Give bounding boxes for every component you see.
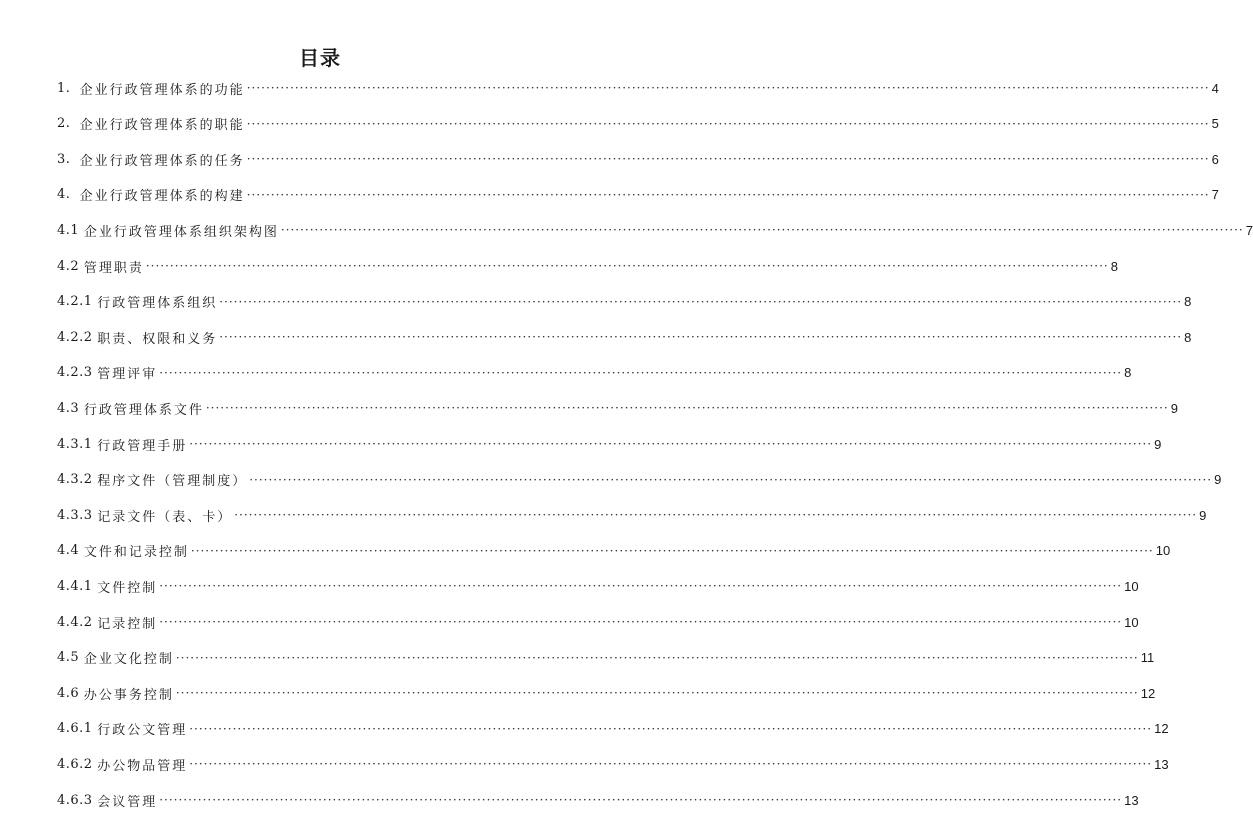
toc-dot-leader: ········································································································································································································ xyxy=(246,81,1210,95)
toc-entry[interactable] xyxy=(57,610,1139,634)
toc-entry-title: 行政管理体系文件 xyxy=(83,402,204,418)
toc-dot-leader: ········································································································································································································ xyxy=(159,365,1123,380)
toc-entry-number: 4.2.3 xyxy=(57,365,98,381)
toc-dot-leader: ········································································································································································································ xyxy=(145,259,1109,273)
toc-dot-leader: ········································································································································································································ xyxy=(249,472,1213,487)
toc-entry-title: 办公事务控制 xyxy=(83,687,174,703)
toc-entry-number: 4. xyxy=(57,187,80,203)
toc-entry-number: 4.3 xyxy=(57,400,84,416)
toc-dot-leader: ········································································································································································································ xyxy=(219,294,1183,309)
toc-entry[interactable] xyxy=(57,646,1155,670)
toc-entry[interactable] xyxy=(57,752,1169,776)
toc-entry-number: 4.6.2 xyxy=(57,756,98,772)
toc-entry[interactable] xyxy=(57,218,1253,242)
toc-entry-number: 2. xyxy=(57,116,80,132)
toc-entry-page-number: 7 xyxy=(1245,222,1253,238)
toc-dot-leader: ········································································································································································································ xyxy=(205,401,1169,416)
toc-entry[interactable] xyxy=(57,254,1118,278)
toc-entry[interactable] xyxy=(57,539,1171,563)
toc-entry-number: 3. xyxy=(57,151,80,167)
toc-entry-title: 程序文件（管理制度） xyxy=(97,474,248,490)
toc-dot-leader: ········································································································································································································ xyxy=(175,686,1139,701)
toc-entry-title: 行政管理体系组织 xyxy=(97,296,218,312)
toc-entry-number: 4.3.2 xyxy=(57,472,98,488)
toc-entry[interactable] xyxy=(57,76,1219,100)
page-title: 目录 xyxy=(299,46,341,70)
toc-entry-page-number: 9 xyxy=(1154,436,1162,452)
toc-entry[interactable] xyxy=(57,468,1222,492)
toc-entry-number: 1. xyxy=(57,80,80,96)
toc-dot-leader: ········································································································································································································ xyxy=(219,330,1183,345)
toc-dot-leader: ········································································································································································································ xyxy=(189,437,1153,451)
toc-entry-title: 记录控制 xyxy=(97,616,158,632)
toc-entry-page-number: 12 xyxy=(1154,721,1169,737)
toc-entry-number: 4.4.2 xyxy=(57,614,98,630)
toc-entry-title: 企业行政管理体系组织架构图 xyxy=(83,224,279,240)
toc-entry-title: 行政管理手册 xyxy=(97,438,188,454)
toc-entry-title: 职责、权限和义务 xyxy=(97,331,218,347)
toc-entry-number: 4.4.1 xyxy=(57,578,98,594)
toc-dot-leader: ········································································································································································································ xyxy=(190,543,1154,558)
toc-entry-number: 4.2.1 xyxy=(57,294,98,310)
toc-entry-number: 4.3.3 xyxy=(57,507,98,523)
toc-dot-leader: ········································································································································································································ xyxy=(189,721,1153,736)
toc-entry[interactable] xyxy=(57,681,1156,705)
toc-entry[interactable] xyxy=(57,717,1169,741)
toc-entry-number: 4.6 xyxy=(57,685,84,701)
toc-entry-number: 4.1 xyxy=(57,222,84,238)
toc-entry-number: 4.4 xyxy=(57,543,84,559)
toc-entry-page-number: 8 xyxy=(1184,329,1192,345)
toc-entry-title: 企业行政管理体系的构建 xyxy=(79,189,245,205)
toc-entry[interactable] xyxy=(57,503,1207,527)
toc-entry-page-number: 4 xyxy=(1211,80,1219,96)
toc-entry-page-number: 9 xyxy=(1199,507,1207,523)
toc-entry[interactable] xyxy=(57,574,1139,598)
toc-entry-title: 会议管理 xyxy=(97,794,158,810)
toc-entry[interactable] xyxy=(57,112,1219,136)
toc-entry-number: 4.2.2 xyxy=(57,329,98,345)
toc-entry-page-number: 8 xyxy=(1110,258,1118,274)
toc-entry[interactable] xyxy=(57,183,1219,207)
toc-entry-number: 4.3.1 xyxy=(57,436,98,452)
toc-entry-number: 4.6.1 xyxy=(57,721,98,737)
toc-dot-leader: ········································································································································································································ xyxy=(246,152,1210,167)
toc-entry-number: 4.6.3 xyxy=(57,792,98,808)
toc-entry-title: 文件控制 xyxy=(97,580,158,596)
toc-dot-leader: ········································································································································································································ xyxy=(280,223,1244,238)
toc-entry-title: 记录文件（表、卡） xyxy=(97,509,233,525)
toc-dot-leader: ········································································································································································································ xyxy=(159,579,1123,594)
toc-entry-page-number: 11 xyxy=(1140,650,1155,666)
toc-entry[interactable] xyxy=(57,290,1192,314)
toc-entry-title: 企业行政管理体系的功能 xyxy=(79,82,245,98)
toc-dot-leader: ········································································································································································································ xyxy=(234,508,1198,523)
toc-entry-number: 4.5 xyxy=(57,650,84,666)
toc-entry-title: 办公物品管理 xyxy=(97,758,188,774)
toc-entry-title: 管理职责 xyxy=(83,260,144,276)
toc-dot-leader: ········································································································································································································ xyxy=(159,793,1123,807)
toc-entry[interactable] xyxy=(57,432,1162,456)
toc-entry-page-number: 9 xyxy=(1170,400,1178,416)
toc-dot-leader: ········································································································································································································ xyxy=(159,615,1123,629)
toc-dot-leader: ········································································································································································································ xyxy=(189,757,1153,772)
toc-dot-leader: ········································································································································································································ xyxy=(246,187,1210,202)
toc-entry-title: 文件和记录控制 xyxy=(83,545,189,561)
toc-entry-page-number: 13 xyxy=(1154,756,1169,772)
toc-entry-page-number: 10 xyxy=(1124,614,1139,630)
toc-entry-page-number: 9 xyxy=(1214,472,1222,488)
toc-entry-title: 企业行政管理体系的职能 xyxy=(79,118,245,134)
toc-entry-title: 企业文化控制 xyxy=(83,652,174,668)
toc-entry[interactable] xyxy=(57,788,1139,812)
toc-entry-page-number: 10 xyxy=(1155,543,1171,559)
toc-entry-page-number: 7 xyxy=(1211,187,1219,203)
toc-entry-page-number: 12 xyxy=(1140,685,1156,701)
toc-entry-page-number: 13 xyxy=(1124,792,1139,808)
toc-entry-title: 行政公文管理 xyxy=(97,723,188,739)
toc-entry[interactable] xyxy=(57,396,1178,420)
toc-entry[interactable] xyxy=(57,325,1192,349)
toc-entry-title: 企业行政管理体系的任务 xyxy=(79,153,245,169)
toc-entry-page-number: 6 xyxy=(1211,151,1219,167)
toc-dot-leader: ········································································································································································································ xyxy=(175,650,1139,665)
toc-entry-page-number: 10 xyxy=(1124,578,1139,594)
toc-entry-page-number: 8 xyxy=(1124,365,1132,381)
toc-entry-page-number: 8 xyxy=(1184,294,1192,310)
toc-dot-leader: ········································································································································································································ xyxy=(246,116,1210,131)
toc-entry-title: 管理评审 xyxy=(97,367,158,383)
toc-entry[interactable] xyxy=(57,147,1219,171)
toc-entry[interactable] xyxy=(57,361,1132,385)
toc-entry-number: 4.2 xyxy=(57,258,84,274)
toc-entry-page-number: 5 xyxy=(1211,116,1219,132)
